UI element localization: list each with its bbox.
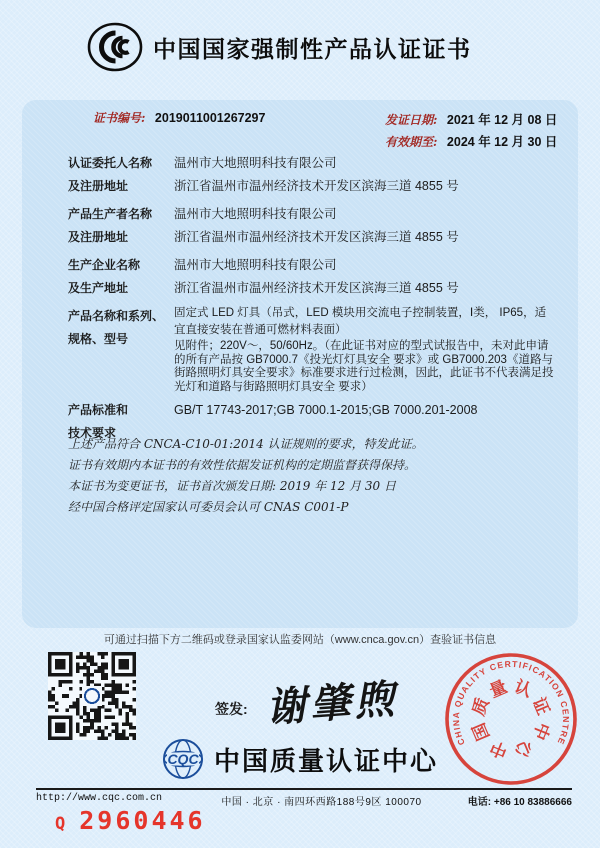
cqc-phone: 电话: +86 10 83886666	[467, 797, 572, 808]
issue-date-label: 发证日期:	[385, 113, 438, 127]
field-label: 规格、型号	[68, 332, 129, 346]
stamp-chinese-text	[468, 676, 554, 762]
product-note: 见附件；220V～，50/60Hz。（在此证书对应的型式试报告中，未对此申请的所有产品按 GB7000.7《投光灯灯具安全 要求》或 GB7000.203《道路与街路照明灯具安全要求》标准要求进行过检测，因此，此证书不代表满足投光灯和道路与街路照明灯具安全 要求）	[174, 340, 554, 393]
cqc-address: 中国 · 北京 · 南四环西路188号9区 100070	[221, 797, 422, 808]
certificate-body-panel	[22, 100, 578, 628]
expiry-date-row	[385, 131, 557, 153]
serial-digits: 2960446	[79, 806, 206, 835]
certificate-dates	[385, 109, 557, 153]
signature-row	[215, 672, 400, 732]
qr-code	[48, 652, 136, 740]
svg-text:认: 认	[511, 676, 535, 701]
issuer-name: 中国质量认证中心	[214, 745, 439, 776]
field-label: 技术要求	[68, 426, 117, 440]
field-manufacturer	[68, 254, 556, 300]
signature-handwriting: 谢肇煦	[264, 675, 400, 732]
ccc-mark-icon	[87, 22, 143, 72]
certificate-header	[0, 0, 600, 95]
footer-divider	[36, 788, 572, 790]
applicant-address: 浙江省温州市温州经济技术开发区滨海三道 4855 号	[174, 179, 459, 193]
field-label: 及注册地址	[68, 179, 129, 193]
stamp-english-text: CHINA QUALITY CERTIFICATION CENTRE	[450, 658, 572, 747]
remark-line: 上述产品符合 CNCA-C10-01:2014 认证规则的要求，特发此证。	[68, 437, 424, 451]
standards-value: GB/T 17743-2017;GB 7000.1-2015;GB 7000.201-2008	[174, 403, 478, 417]
applicant-name: 温州市大地照明科技有限公司	[174, 156, 337, 170]
certificate-title: 中国国家强制性产品认证证书	[153, 36, 472, 62]
svg-text:质: 质	[468, 695, 493, 719]
svg-text:中: 中	[529, 719, 554, 743]
field-applicant	[68, 152, 556, 198]
serial-prefix: Q	[55, 814, 66, 834]
verify-note: 可通过扫描下方二维码或登录国家认监委网站（www.cnca.gov.cn）查验证书信息	[103, 634, 497, 646]
producer-name: 温州市大地照明科技有限公司	[174, 207, 337, 221]
field-label: 产品名称和系列、	[68, 309, 165, 323]
certificate-number-row	[93, 109, 265, 126]
expiry-date-label: 有效期至:	[385, 135, 438, 149]
remark-line: 本证书为变更证书，证书首次颁发日期: 2019 年 12 月 30 日	[68, 479, 397, 493]
serial-number	[55, 806, 206, 835]
cqc-red-stamp	[436, 644, 586, 794]
field-label: 产品标准和	[68, 403, 129, 417]
remark-line: 证书有效期内本证书的有效性依据发证机构的定期监督获得保持。	[68, 458, 417, 472]
cqc-website-url: http://www.cqc.com.cn	[36, 793, 163, 804]
svg-text:心: 心	[512, 736, 536, 761]
certificate-fields	[68, 152, 556, 450]
issuer-row	[160, 736, 438, 782]
issue-date-row	[385, 109, 557, 131]
svg-text:证: 证	[528, 694, 553, 718]
field-label: 及生产地址	[68, 281, 129, 295]
certificate-remarks	[68, 434, 548, 518]
signed-by-label: 签发:	[215, 701, 248, 717]
svg-text:量: 量	[486, 677, 510, 702]
product-description: 固定式 LED 灯具（吊式，LED 模块用交流电子控制装置，Ⅰ类， IP65，适宜直接安装在普通可燃材料表面）	[174, 307, 547, 336]
cqc-logo-icon	[160, 736, 206, 782]
remark-line: 经中国合格评定国家认可委员会认可 CNAS C001-P	[68, 500, 349, 514]
expiry-date-value: 2024 年 12 月 30 日	[446, 135, 558, 149]
field-label: 及注册地址	[68, 230, 129, 244]
manufacturer-name: 温州市大地照明科技有限公司	[174, 258, 337, 272]
certificate-number-value: 2019011001267297	[154, 111, 266, 125]
field-producer	[68, 203, 556, 249]
field-label: 认证委托人名称	[68, 156, 153, 170]
certificate-number-label: 证书编号:	[93, 111, 146, 125]
manufacturer-address: 浙江省温州市温州经济技术开发区滨海三道 4855 号	[174, 281, 459, 295]
field-label: 产品生产者名称	[68, 207, 153, 221]
field-label: 生产企业名称	[68, 258, 141, 272]
svg-text:中: 中	[487, 737, 511, 762]
cqc-logo-text: CQC	[167, 751, 199, 767]
producer-address: 浙江省温州市温州经济技术开发区滨海三道 4855 号	[174, 230, 459, 244]
field-product	[68, 305, 556, 394]
svg-text:国: 国	[469, 720, 494, 744]
issue-date-value: 2021 年 12 月 08 日	[446, 113, 558, 127]
